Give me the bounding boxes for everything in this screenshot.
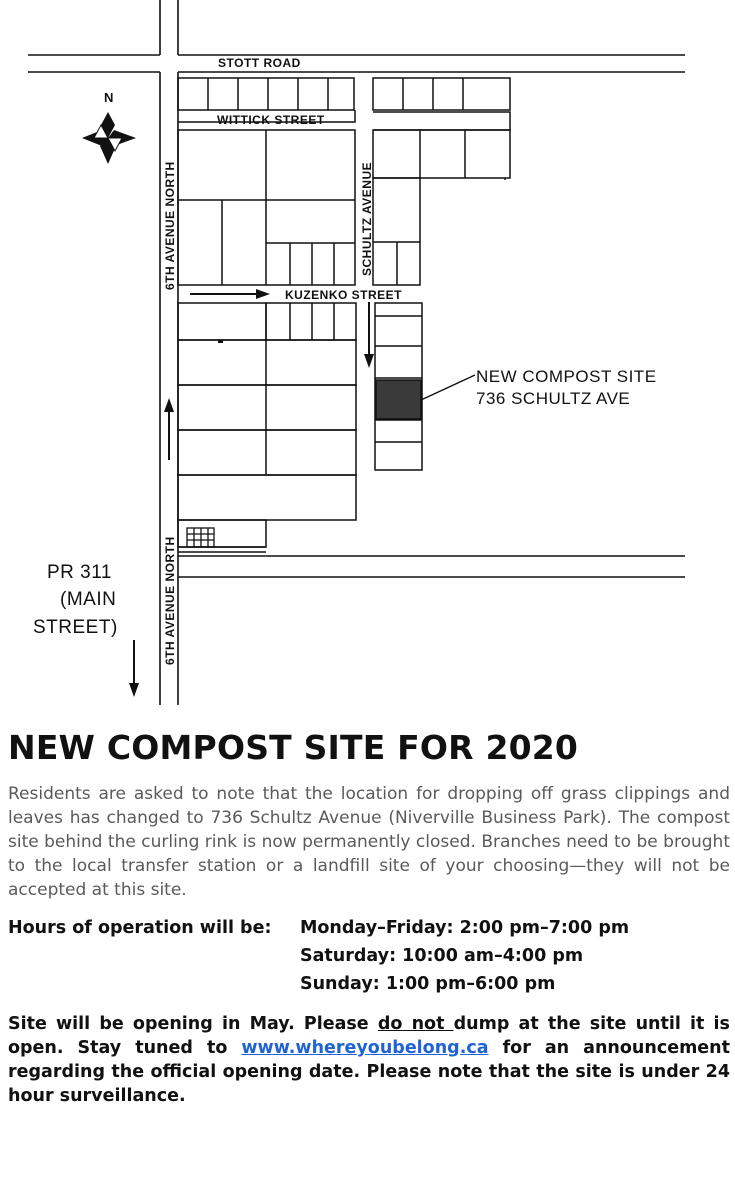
- compost-site-label-line1: NEW COMPOST SITE: [476, 367, 657, 386]
- north-label: N: [104, 90, 114, 105]
- pr311-label-line2: (MAIN: [60, 589, 117, 610]
- sixth-avenue-north-label-lower: 6TH AVENUE NORTH: [163, 536, 177, 665]
- opening-notice-part1: Site will be opening in May. Please: [8, 1013, 378, 1034]
- hours-list: [300, 914, 629, 998]
- schultz-avenue-label: SCHULTZ AVENUE: [360, 161, 374, 276]
- hours-of-operation: [8, 914, 730, 998]
- notice-title: NEW COMPOST SITE FOR 2020: [8, 728, 579, 767]
- opening-notice: [8, 1012, 730, 1108]
- hours-label: Hours of operation will be:: [8, 917, 272, 938]
- do-not-emphasis: do not: [377, 1013, 454, 1034]
- pr311-label-line1: PR 311: [47, 562, 112, 583]
- pr311-label-line3: STREET): [33, 617, 118, 638]
- compost-site-label-line2: 736 SCHULTZ AVE: [476, 389, 631, 408]
- hours-weekdays: Monday–Friday: 2:00 pm–7:00 pm: [300, 917, 630, 938]
- notice-section: [8, 728, 730, 1108]
- kuzenko-street-label: KUZENKO STREET: [285, 288, 403, 302]
- notice-body: Residents are asked to note that the location for dropping off grass clippings and leaves has changed to 736 Schultz Avenue (Niverville Business Park). The compost site behind the curling rink is now permanently closed. Branches need to be brought to the local transfer station or a landfill site of your choosing—they will not be accepted at this site.: [8, 783, 730, 900]
- opening-notice-part3: for an announcement regarding the official opening date. Please note that the site is under 24 hour surveillance.: [8, 1037, 730, 1106]
- wittick-street-label: WITTICK STREET: [217, 113, 325, 127]
- hours-saturday: Saturday: 10:00 am–4:00 pm: [300, 945, 584, 966]
- north-compass-icon: [82, 112, 136, 164]
- stott-road-label: STOTT ROAD: [218, 56, 301, 70]
- hours-sunday: Sunday: 1:00 pm–6:00 pm: [300, 973, 556, 994]
- opening-notice-part2: dump at the site until it is open. Stay tuned to: [8, 1013, 730, 1058]
- website-link[interactable]: www.whereyoubelong.ca: [241, 1037, 489, 1058]
- compost-site-lot: [376, 380, 421, 419]
- sixth-avenue-north-label-upper: 6TH AVENUE NORTH: [163, 161, 177, 290]
